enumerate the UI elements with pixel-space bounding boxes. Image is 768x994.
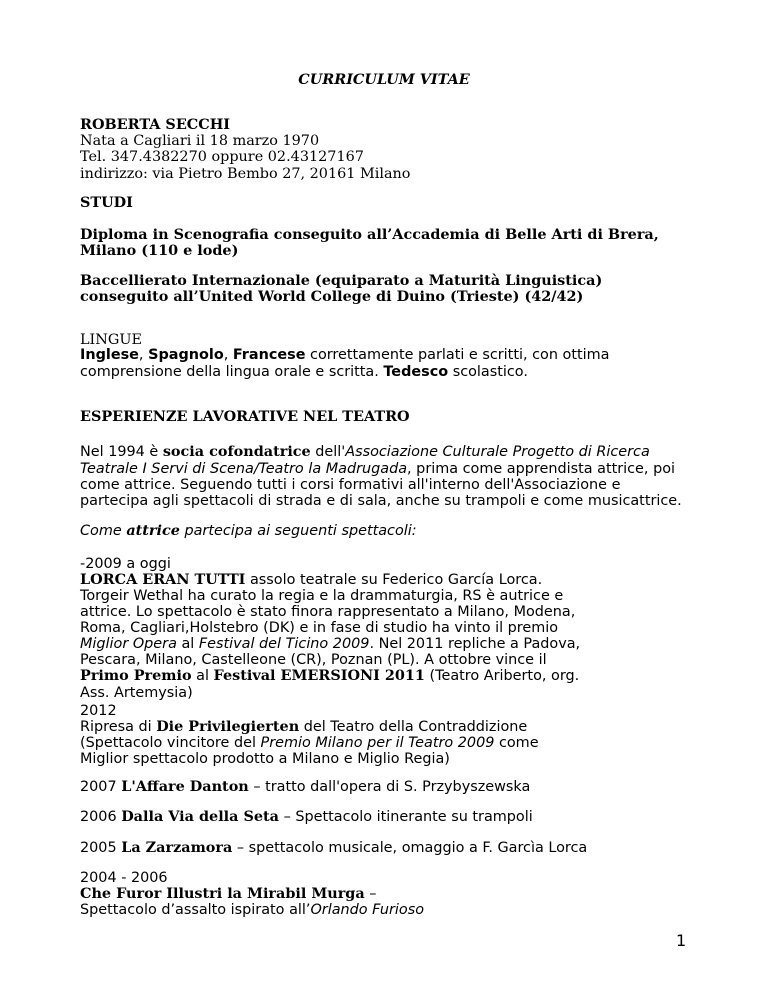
seta-line [80, 809, 533, 825]
show-date: 2004 - 2006 [80, 870, 168, 886]
lingue-rest: correttamente parlati e scritti, con ottima [305, 347, 610, 363]
lorca-line-8: Ass. Artemysia) [80, 685, 193, 701]
work-title: Orlando Furioso [310, 902, 424, 918]
text: , prima come apprendista attrice, poi [407, 461, 676, 477]
lorca-line-1 [80, 572, 542, 588]
lorca-line-5 [80, 636, 580, 652]
murga-line-2 [80, 902, 424, 918]
show-title: LORCA ERAN TUTTI [80, 571, 246, 588]
lang-tedesco: Tedesco [383, 364, 449, 380]
page-number: 1 [676, 931, 687, 950]
diploma-line-1: Diploma in Scenografia conseguito all’Accademia di Belle Arti di Brera, [80, 226, 659, 243]
text: Come [80, 523, 127, 539]
show-year: 2007 [80, 779, 122, 795]
show-title: Dalla Via della Seta [121, 808, 279, 825]
text: al [191, 668, 214, 684]
role-text: attrice [126, 522, 180, 539]
lingue-text: scolastico. [448, 364, 528, 380]
award-name: Primo Premio [80, 667, 192, 684]
text: – tratto dall'opera di S. Przybyszewska [248, 779, 531, 795]
lorca-line-3: attrice. Lo spettacolo è stato finora rappresentato a Milano, Modena, [80, 604, 576, 620]
phone-info: Tel. 347.4382270 oppure 02.43127167 [80, 149, 364, 165]
text: del Teatro della Contraddizione [299, 719, 528, 735]
priv-line-3: Miglior spettacolo prodotto a Milano e Miglio Regia) [80, 751, 450, 767]
lang-sep: , [138, 347, 149, 363]
show-date: 2012 [80, 703, 117, 719]
text: dell' [310, 444, 346, 460]
lorca-line-4: Roma, Cagliari,Holstebro (DK) e in fase di studio ha vinto il premio [80, 620, 559, 636]
section-heading-studi: STUDI [80, 194, 133, 211]
priv-line-1 [80, 719, 527, 735]
lang-spagnolo: Spagnolo [148, 347, 224, 363]
award-name: Premio Milano per il Teatro 2009 [260, 735, 495, 751]
esperienze-line-3: come attrice. Seguendo tutti i corsi formativi all'interno dell'Associazione e [80, 477, 621, 493]
lang-sep: , [223, 347, 233, 363]
text: . Nel 2011 repliche a Padova, [369, 636, 581, 652]
lingue-text: comprensione della lingua orale e scritta. [80, 364, 384, 380]
lorca-line-2: Torgeir Wethal ha curato la regia e la drammaturgia, RS è autrice e [80, 588, 564, 604]
text: al [176, 636, 199, 652]
text: come [494, 735, 539, 751]
esperienze-line-4: partecipa agli spettacoli di strada e di sala, anche su trampoli e come musicattrice. [80, 493, 682, 509]
section-heading-esperienze: ESPERIENZE LAVORATIVE NEL TEATRO [80, 408, 410, 425]
festival-name: Festival del Ticino 2009 [198, 636, 370, 652]
zarzamora-line [80, 840, 587, 856]
lang-francese: Francese [232, 347, 306, 363]
association-name: Associazione Culturale Progetto di Ricerca [345, 444, 650, 460]
show-year: 2006 [80, 809, 122, 825]
section-heading-lingue: LINGUE [80, 332, 142, 348]
birth-info: Nata a Cagliari il 18 marzo 1970 [80, 133, 320, 149]
role-text: socia cofondatrice [162, 443, 311, 460]
text: (Spettacolo vincitore del [80, 735, 261, 751]
person-name: ROBERTA SECCHI [80, 116, 231, 133]
text: – Spettacolo itinerante su trampoli [279, 809, 533, 825]
address-info: indirizzo: via Pietro Bembo 27, 20161 Milano [80, 166, 411, 182]
show-year: 2005 [80, 840, 122, 856]
association-name: Teatrale I Servi di Scena/Teatro la Madrugada [80, 461, 408, 477]
bacc-line-2: conseguito all’United World College di Duino (Trieste) (42/42) [80, 288, 584, 305]
diploma-line-2: Milano (110 e lode) [80, 242, 239, 259]
text: – [364, 886, 377, 902]
text: assolo teatrale su Federico García Lorca. [245, 572, 543, 588]
come-attrice-line [80, 523, 417, 539]
lingue-line-2 [80, 364, 528, 380]
festival-name: Festival EMERSIONI 2011 [213, 667, 425, 684]
text: Nel 1994 è [80, 444, 163, 460]
show-title: L'Affare Danton [121, 778, 249, 795]
text: Ripresa di [80, 719, 157, 735]
esperienze-line-2 [80, 461, 675, 477]
priv-line-2 [80, 735, 539, 751]
murga-line-1 [80, 886, 376, 902]
text: – spettacolo musicale, omaggio a F. Garcìa Lorca [232, 840, 588, 856]
show-title: Die Privilegierten [156, 718, 300, 735]
page-title: CURRICULUM VITAE [298, 71, 470, 88]
award-name: Miglior Opera [80, 636, 177, 652]
show-title: Che Furor Illustri la Mirabil Murga [80, 885, 365, 902]
show-title: La Zarzamora [121, 839, 233, 856]
esperienze-line-1 [80, 444, 650, 460]
text: Spettacolo d’assalto ispirato all’ [80, 902, 311, 918]
lingue-line-1 [80, 347, 609, 363]
show-date: -2009 a oggi [80, 556, 171, 572]
text: (Teatro Ariberto, org. [424, 668, 580, 684]
danton-line [80, 779, 530, 795]
lorca-line-6: Pescara, Milano, Castelleone (CR), Poznan (PL). A ottobre vince il [80, 652, 547, 668]
lorca-line-7 [80, 668, 579, 684]
lang-inglese: Inglese [80, 347, 139, 363]
bacc-line-1: Baccellierato Internazionale (equiparato a Maturità Linguistica) [80, 272, 603, 289]
text: partecipa ai seguenti spettacoli: [179, 523, 417, 539]
